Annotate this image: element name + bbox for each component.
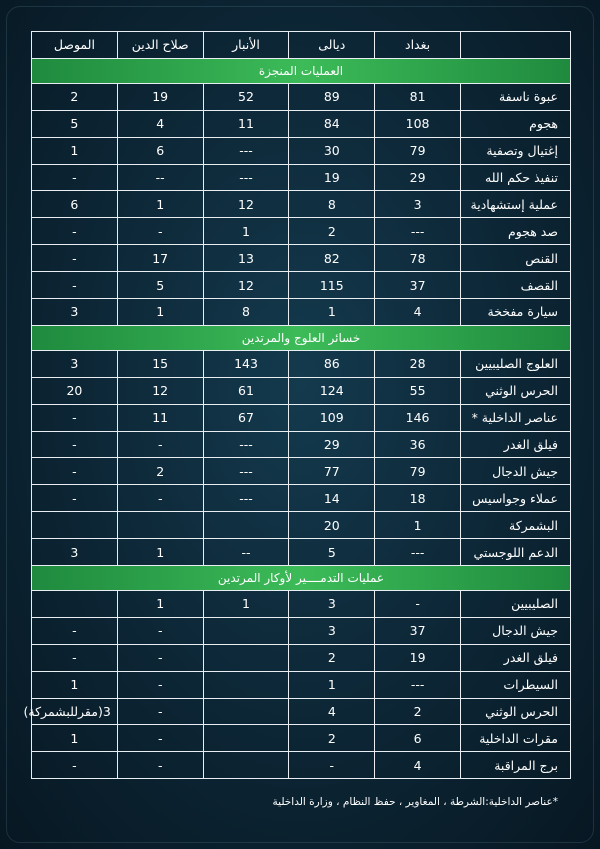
row-label: عملاء وجواسيس [460, 485, 570, 512]
table-cell: --- [375, 218, 461, 245]
table-cell: - [32, 617, 118, 644]
table-cell: - [32, 218, 118, 245]
table-row [32, 83, 571, 110]
table-cell: 3(مقرللبشمركة) [32, 698, 118, 725]
table-cell: - [32, 245, 118, 272]
table-cell: 2 [32, 83, 118, 110]
row-label: البشمركة [460, 512, 570, 539]
table-cell: 2 [117, 458, 203, 485]
row-label: الحرس الوثني [460, 377, 570, 404]
table-cell: 84 [289, 110, 375, 137]
table-row [32, 299, 571, 326]
section-title: عمليات التدمــــير لأوكار المرتدين [32, 566, 571, 591]
header-anbar: الأنبار [203, 32, 289, 59]
table-cell: --- [375, 539, 461, 566]
table-cell: 1 [117, 191, 203, 218]
row-label: عبوة ناسفة [460, 83, 570, 110]
header-diyala: ديالى [289, 32, 375, 59]
row-label: القنص [460, 245, 570, 272]
table-cell: 8 [289, 191, 375, 218]
header-salahuddin: صلاح الدين [117, 32, 203, 59]
table-cell: 78 [375, 245, 461, 272]
table-row [32, 458, 571, 485]
table-cell: 4 [375, 752, 461, 779]
table-cell: 20 [289, 512, 375, 539]
table-row [32, 512, 571, 539]
table-cell: 2 [375, 698, 461, 725]
table-cell: 28 [375, 350, 461, 377]
table-cell [203, 644, 289, 671]
table-cell: 1 [32, 725, 118, 752]
table-row [32, 725, 571, 752]
table-cell [32, 512, 118, 539]
section-title: خسائر العلوج والمرتدين [32, 325, 571, 350]
section-header-row [32, 566, 571, 591]
row-label: القصف [460, 272, 570, 299]
row-label: برج المراقبة [460, 752, 570, 779]
table-cell: 29 [375, 164, 461, 191]
table-cell: - [32, 431, 118, 458]
table-cell: 18 [375, 485, 461, 512]
table-cell: -- [203, 539, 289, 566]
table-cell: 1 [289, 671, 375, 698]
table-cell: 20 [32, 377, 118, 404]
table-cell: - [289, 752, 375, 779]
table-row [32, 698, 571, 725]
table-row [32, 404, 571, 431]
table-cell: 36 [375, 431, 461, 458]
row-label: مقرات الداخلية [460, 725, 570, 752]
table-row [32, 644, 571, 671]
table-row [32, 137, 571, 164]
table-cell: 6 [117, 137, 203, 164]
table-cell: 13 [203, 245, 289, 272]
row-label: الصليبيين [460, 591, 570, 618]
row-label: هجوم [460, 110, 570, 137]
table-cell: 6 [32, 191, 118, 218]
table-cell: - [32, 485, 118, 512]
table-cell: - [117, 644, 203, 671]
table-cell: 12 [203, 191, 289, 218]
table-row [32, 671, 571, 698]
table-cell: 3 [32, 539, 118, 566]
row-label: جيش الدجال [460, 458, 570, 485]
section-header-row [32, 325, 571, 350]
row-label: الحرس الوثني [460, 698, 570, 725]
table-row [32, 591, 571, 618]
table-cell: 19 [117, 83, 203, 110]
table-cell: 5 [32, 110, 118, 137]
table-cell: --- [203, 137, 289, 164]
table-cell: 67 [203, 404, 289, 431]
table-cell: - [117, 485, 203, 512]
table-cell: 79 [375, 458, 461, 485]
table-cell [203, 617, 289, 644]
table-cell: - [32, 404, 118, 431]
table-cell [203, 512, 289, 539]
table-cell: 82 [289, 245, 375, 272]
table-cell: 86 [289, 350, 375, 377]
table-cell: - [375, 591, 461, 618]
table-cell: - [117, 617, 203, 644]
section-title: العمليات المنجزة [32, 58, 571, 83]
table-cell: - [117, 671, 203, 698]
table-cell: 115 [289, 272, 375, 299]
header-mosul: الموصل [32, 32, 118, 59]
table-cell: 108 [375, 110, 461, 137]
table-row [32, 110, 571, 137]
table-cell: - [32, 752, 118, 779]
table-cell: 3 [289, 617, 375, 644]
table-cell: 3 [375, 191, 461, 218]
row-label: العلوج الصليبيين [460, 350, 570, 377]
table-cell: --- [203, 458, 289, 485]
table-cell: 3 [32, 299, 118, 326]
table-cell [203, 725, 289, 752]
row-label: عملية إستشهادية [460, 191, 570, 218]
table-cell: 81 [375, 83, 461, 110]
table-row [32, 539, 571, 566]
table-cell: - [117, 752, 203, 779]
table-row [32, 191, 571, 218]
table-cell: 12 [203, 272, 289, 299]
table-cell: -- [117, 164, 203, 191]
table-row [32, 245, 571, 272]
row-label: صد هجوم [460, 218, 570, 245]
table-cell: 15 [117, 350, 203, 377]
table-cell: 3 [32, 350, 118, 377]
header-baghdad: بغداد [375, 32, 461, 59]
table-cell: --- [203, 164, 289, 191]
table-cell: 8 [203, 299, 289, 326]
table-body [23, 58, 571, 778]
row-label: جيش الدجال [460, 617, 570, 644]
table-cell [32, 591, 118, 618]
table-cell: 77 [289, 458, 375, 485]
row-label: الدعم اللوجستي [460, 539, 570, 566]
table-cell: 2 [289, 218, 375, 245]
header-label-column [460, 32, 570, 59]
table-cell: - [32, 164, 118, 191]
row-label: السيطرات [460, 671, 570, 698]
table-row [32, 350, 571, 377]
table-cell: 12 [117, 377, 203, 404]
table-cell: 6 [375, 725, 461, 752]
table-cell: 11 [203, 110, 289, 137]
table-cell: 1 [117, 591, 203, 618]
table-cell: 1 [289, 299, 375, 326]
table-cell: 30 [289, 137, 375, 164]
table-cell: 4 [289, 698, 375, 725]
table-row [32, 164, 571, 191]
table-cell: 61 [203, 377, 289, 404]
table-cell: - [117, 698, 203, 725]
table-cell: 124 [289, 377, 375, 404]
statistics-table [23, 31, 571, 779]
table-cell: 55 [375, 377, 461, 404]
table-cell: 37 [375, 272, 461, 299]
table-cell: - [32, 272, 118, 299]
table-cell: 109 [289, 404, 375, 431]
table-cell: 14 [289, 485, 375, 512]
table-cell: 17 [117, 245, 203, 272]
table-cell: - [117, 725, 203, 752]
table-cell: 2 [289, 644, 375, 671]
table-cell: 29 [289, 431, 375, 458]
table-cell: 79 [375, 137, 461, 164]
table-cell: 2 [289, 725, 375, 752]
row-label: عناصر الداخلية * [460, 404, 570, 431]
table-cell: 146 [375, 404, 461, 431]
table-cell [203, 752, 289, 779]
table-header [32, 32, 571, 59]
table-cell: 4 [117, 110, 203, 137]
table-cell [203, 698, 289, 725]
table-cell: 52 [203, 83, 289, 110]
table-cell: - [117, 431, 203, 458]
table-cell: 1 [203, 218, 289, 245]
row-label: إغتيال وتصفية [460, 137, 570, 164]
footnote: *عناصر الداخلية:الشرطة ، المغاوير ، حفظ النظام ، وزارة الداخلية [272, 796, 558, 808]
table-row [32, 218, 571, 245]
table-row [32, 752, 571, 779]
table-cell: 5 [117, 272, 203, 299]
table-row [32, 617, 571, 644]
table-cell [117, 512, 203, 539]
table-cell: - [117, 218, 203, 245]
table-cell: 1 [375, 512, 461, 539]
table-cell: --- [203, 485, 289, 512]
table-cell: 19 [289, 164, 375, 191]
table-cell: --- [375, 671, 461, 698]
table-cell: 19 [375, 644, 461, 671]
table-cell: 1 [203, 591, 289, 618]
table-cell: 3 [289, 591, 375, 618]
table-row [32, 431, 571, 458]
table-cell: 1 [117, 299, 203, 326]
section-header-row [32, 58, 571, 83]
table-cell: 143 [203, 350, 289, 377]
table-cell: 89 [289, 83, 375, 110]
row-label: فيلق الغدر [460, 431, 570, 458]
table-cell: 5 [289, 539, 375, 566]
table-cell: 11 [117, 404, 203, 431]
table-cell: 1 [32, 671, 118, 698]
table-cell: 37 [375, 617, 461, 644]
table-cell: - [32, 644, 118, 671]
table-cell: --- [203, 431, 289, 458]
row-label: فيلق الغدر [460, 644, 570, 671]
table-row [32, 272, 571, 299]
row-label: تنفيذ حكم الله [460, 164, 570, 191]
table-cell [203, 671, 289, 698]
table-cell: 4 [375, 299, 461, 326]
row-label: سيارة مفخخة [460, 299, 570, 326]
table-cell: 1 [117, 539, 203, 566]
table-cell: 1 [32, 137, 118, 164]
table-cell: - [32, 458, 118, 485]
table-row [32, 377, 571, 404]
table-row [32, 485, 571, 512]
